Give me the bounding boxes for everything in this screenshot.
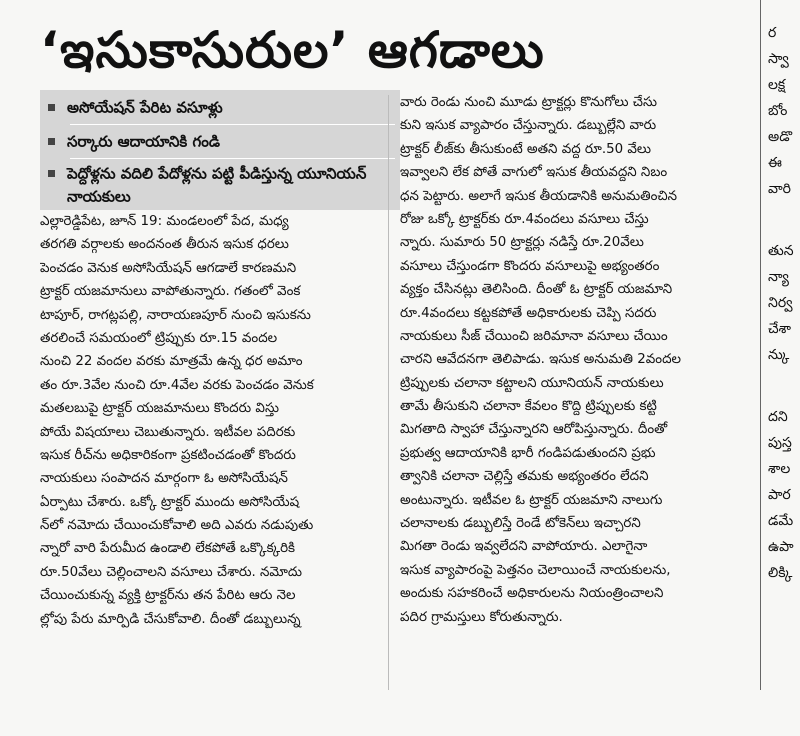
side-line: లిక్కి	[768, 565, 793, 581]
article-line: అంటున్నారు. ఇటీవల ఓ ట్రాక్టర్ యజమాని నాలుగు	[400, 492, 663, 508]
article-line: ట్రిప్పులకు చలానా కట్టాలని యూనియన్ నాయకులు	[400, 375, 664, 391]
article-line: మిగతాది స్వాహా చేస్తున్నారని ఆరోపిస్తున్నారు. దీంతో	[400, 422, 668, 438]
article-line: వ్యక్తం చేసినట్లు తెలిసింది. దీంతో ఓ ట్రాక్టర్ యజమాని	[400, 282, 673, 298]
article-line: కుని ఇసుక వ్యాపారం చేస్తున్నారు. డబ్బుల్లేని వారు	[400, 118, 657, 134]
adjacent-article-fragment	[768, 20, 800, 660]
side-line: న్యా	[768, 269, 789, 285]
side-line: చేశా	[768, 321, 791, 337]
article-line: తం రూ.3వేల నుంచి రూ.4వేల వరకు పెంచడం వెనుక	[40, 377, 314, 393]
side-line: పార	[768, 487, 791, 503]
article-line: చలానాలకు డబ్బులిస్తే రెండే టోకెన్‌లు ఇచ్చారని	[400, 516, 641, 532]
side-line: పుస్త	[768, 435, 792, 451]
column-divider	[760, 0, 761, 690]
article-line: తరలించే సమయంలో ట్రిప్పుకు రూ.15 వందల	[40, 330, 278, 346]
article-line: రోజు ఒక్కో ట్రాక్టర్‌కు రూ.4వందలు వసూలు చేస్తు	[400, 211, 649, 227]
side-line: ర	[768, 25, 777, 41]
article-line: తరగతి వర్గాలకు అందనంత తీరున ఇసుక ధరలు	[40, 237, 289, 253]
side-line: బోం	[768, 103, 788, 119]
article-line: త్వానికి చలానా చెల్లిస్తే తమకు అభ్యంతరం లేదని	[400, 469, 649, 485]
article-line: టాపూర్, రాగట్లపల్లి, నారాయణపూర్ నుంచి ఇసుకను	[40, 307, 311, 323]
article-line: ట్రాక్టర్ యజమానులు వాపోతున్నారు. గతంలో వెంక	[40, 284, 301, 300]
headline: ‘ఇసుకాసురుల’ ఆగడాలు	[40, 21, 545, 79]
side-line: నిర్వ	[768, 295, 793, 311]
article-line: వసూలు చేస్తుండగా కొందరు వసూలుపై అభ్యంతరం	[400, 258, 660, 274]
side-line: శాల	[768, 461, 791, 477]
article-column-left	[40, 210, 390, 631]
highlight-divider	[70, 124, 395, 125]
highlight-item: పెద్దోళ్లను వదిలి పేదోళ్లను పట్టి పీడిస్తున్న యూనియన్ నాయకులు	[48, 162, 412, 207]
article-line: ఎల్లారెడ్డిపేట, జూన్ 19: మండలంలో పేద, మధ్య	[40, 214, 289, 229]
article-line: చేయించుకున్న వ్యక్తి ట్రాక్టర్‌ను తన పేరిట ఆరు నెల	[40, 588, 296, 604]
side-line: వారి	[768, 181, 791, 197]
article-line: వారు రెండు నుంచి మూడు ట్రాక్టర్లు కొనుగోలు చేసు	[400, 95, 658, 110]
article-line: నాయకులు సంపాదన మార్గంగా ఓ అసోసియేషన్	[40, 471, 288, 487]
article-line: న్‌లో నమోదు చేయించుకోవాలి అది ఎవరు నడుపుతు	[40, 518, 314, 534]
side-line: ఈ	[768, 155, 782, 171]
highlight-item: సర్కారు ఆదాయానికి గండి	[48, 130, 393, 153]
side-line: డమే	[768, 513, 794, 529]
article-line: ఏర్పాటు చేశారు. ఒక్కో ట్రాక్టర్ ముందు అసోసియేష	[40, 494, 300, 510]
side-line: లక్ష	[768, 77, 786, 93]
article-line: పదిర గ్రామస్తులు కోరుతున్నారు.	[400, 609, 563, 625]
article-line: పోయే విషయాలు చెబుతున్నారు. ఇటీవల పదిరకు	[40, 424, 296, 440]
article-line: ఇసుక వ్యాపారంపై పెత్తనం చెలాయించే నాయకులను,	[400, 562, 671, 578]
article-line: మిగతా రెండు ఇవ్వలేదని వాపోయారు. ఎలాగైనా	[400, 539, 648, 555]
side-line: న్కు	[768, 347, 790, 363]
article-line: పెంచడం వెనుక అసోసియేషన్ ఆగడాలే కారణమని	[40, 260, 297, 276]
article-line: ల్లోపు పేరు మార్పిడి చేసుకోవాలి. దీంతో డబ్బులున్న	[40, 611, 301, 627]
article-line: ఇవ్వాలని లేక పోతే వాగులో ఇసుక తీయవద్దని నిబం	[400, 165, 668, 181]
side-line: తున	[768, 243, 794, 259]
side-gap	[768, 202, 800, 238]
article-line: ట్రాక్టర్ లీజ్‌కు తీసుకుంటే అతని వద్ద రూ.50 వేలు	[400, 141, 652, 157]
article-line: తామే తీసుకుని చలానా కేవలం కొద్ది ట్రిప్పులకు కట్టి	[400, 399, 657, 415]
article-line: మతలబుపై ట్రాక్టర్ యజమానులు కొందరు విస్తు	[40, 401, 279, 417]
article-line: ఇసుక రీచ్‌ను అధికారికంగా ప్రకటించడంతో కొందరు	[40, 447, 296, 463]
article-line: అందుకు సహకరించే అధికారులను నియంత్రించాలని	[400, 586, 664, 602]
side-line: దని	[768, 409, 788, 425]
side-line: స్వా	[768, 51, 789, 67]
article-line: రూ.50వేలు చెల్లించాలని వసూలు చేశారు. నమోదు	[40, 564, 302, 580]
article-line: చారని ఆవేదనగా తెలిపాడు. ఇసుక అనుమతి 2వందల	[400, 352, 682, 368]
bullet-square-icon	[48, 138, 55, 145]
article-line: న్నారు. సుమారు 50 ట్రాక్టర్లు నడిస్తే రూ.20వేలు	[400, 235, 644, 251]
bullet-square-icon	[48, 104, 55, 111]
side-line: అడొ	[768, 129, 793, 145]
highlight-item: అసోయేషన్ పేరిట వసూళ్లు	[48, 96, 393, 119]
side-gap	[768, 368, 800, 404]
article-line: ధన పెట్టారు. అలాగే ఇసుక తీయడానికి అనుమతించిన	[400, 188, 678, 204]
article-line: న్నారో వారి పేరుమీద ఉండాలి లేకపోతే ఒక్కొక్కరికి	[40, 541, 296, 557]
article-line: నాయకులు సీజ్ చేయించి జరిమానా వసూలు చేయిం	[400, 328, 668, 344]
side-line: ఉపా	[768, 539, 794, 555]
article-line: ప్రభుత్వ ఆదాయానికి భారీ గండిపడుతుందని ప్రభు	[400, 445, 656, 461]
article-column-right	[400, 91, 755, 629]
article-line: నుంచి 22 వందల వరకు మాత్రమే ఉన్న ధర అమాం	[40, 354, 303, 370]
highlights-box	[40, 90, 400, 210]
bullet-square-icon	[48, 170, 55, 177]
article-line: రూ.4వందలు కట్టకపోతే అధికారులకు చెప్పి సదరు	[400, 305, 657, 321]
highlight-divider	[70, 158, 395, 159]
